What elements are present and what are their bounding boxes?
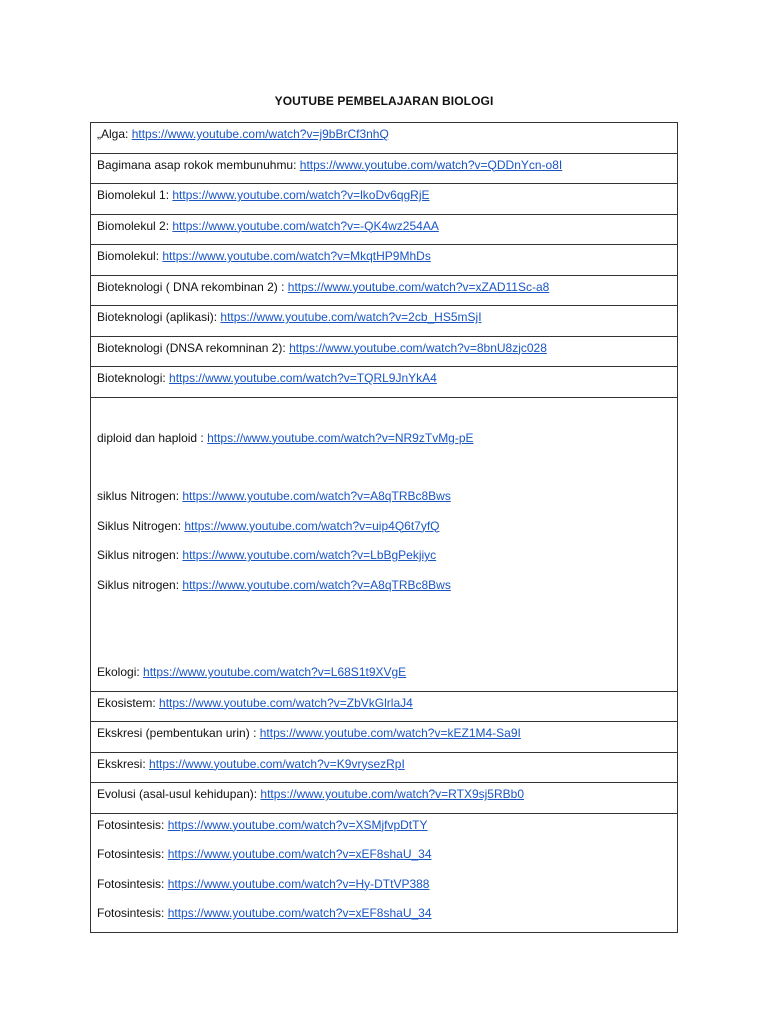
table-row — [91, 752, 677, 783]
entry-label: Fotosintesis: — [97, 876, 168, 891]
list-item — [91, 154, 677, 184]
entry-label: „Alga: — [97, 127, 132, 141]
youtube-link[interactable]: https://www.youtube.com/watch?v=2cb_HS5mSjI — [220, 310, 482, 324]
list-item — [91, 632, 677, 661]
list-item — [91, 843, 677, 873]
list-item — [91, 722, 677, 752]
list-item — [91, 753, 677, 783]
entry-label: Bioteknologi: — [97, 371, 170, 385]
youtube-link[interactable]: https://www.youtube.com/watch?v=A8qTRBc8Bws — [182, 577, 451, 592]
list-item — [91, 515, 677, 545]
table-row — [91, 244, 677, 275]
document-title: YOUTUBE PEMBELAJARAN BIOLOGI — [274, 94, 494, 108]
entry-label: Siklus nitrogen: — [97, 548, 183, 562]
list-item — [91, 814, 677, 844]
list-item — [91, 692, 677, 722]
list-item — [91, 661, 677, 691]
entry-label: Ekskresi (pembentukan urin) : — [97, 726, 260, 740]
entry-label: Siklus Nitrogen: — [97, 518, 185, 533]
list-item — [91, 603, 677, 632]
youtube-link[interactable]: https://www.youtube.com/watch?v=j9bBrCf3nhQ — [131, 127, 389, 141]
table-row — [91, 214, 677, 245]
entry-label: Ekskresi: — [97, 756, 150, 771]
list-item — [91, 123, 677, 153]
list-item — [91, 427, 677, 457]
entry-label: Biomolekul 2: — [97, 218, 173, 233]
youtube-link[interactable]: https://www.youtube.com/watch?v=Hy-DTtVP388 — [167, 876, 430, 891]
list-item — [91, 544, 677, 574]
youtube-link[interactable]: https://www.youtube.com/watch?v=RTX9sj5RBb0 — [260, 787, 524, 801]
list-item — [91, 306, 677, 336]
list-item — [91, 367, 677, 397]
table-row — [91, 721, 677, 752]
list-item — [91, 245, 677, 275]
table-row — [91, 813, 677, 932]
list-item — [91, 485, 677, 515]
youtube-link[interactable]: https://www.youtube.com/watch?v=-QK4wz254AA — [172, 218, 439, 233]
list-item — [91, 902, 677, 932]
list-item — [91, 215, 677, 245]
list-item — [91, 873, 677, 903]
youtube-link[interactable]: https://www.youtube.com/watch?v=NR9zTvMg-pE — [207, 430, 474, 445]
youtube-link[interactable]: https://www.youtube.com/watch?v=QDDnYcn-o8I — [299, 157, 563, 172]
youtube-link[interactable]: https://www.youtube.com/watch?v=TQRL9JnYkA4 — [169, 371, 437, 385]
entry-label: Siklus nitrogen: — [97, 577, 183, 592]
entry-label: Biomolekul: — [97, 249, 163, 263]
table-row — [91, 782, 677, 813]
youtube-link[interactable]: https://www.youtube.com/watch?v=xEF8shaU_34 — [167, 906, 432, 920]
table-row — [91, 183, 677, 214]
entry-label: Evolusi (asal-usul kehidupan): — [97, 787, 261, 801]
list-item — [91, 574, 677, 604]
table-row — [91, 397, 677, 691]
entry-label: Fotosintesis: — [97, 847, 168, 861]
youtube-link[interactable]: https://www.youtube.com/watch?v=XSMjfvpDtTY — [167, 817, 428, 832]
table-row — [91, 123, 677, 153]
entry-label: Fotosintesis: — [97, 817, 168, 832]
table-row — [91, 153, 677, 184]
entry-label: Bioteknologi ( DNA rekombinan 2) : — [97, 279, 288, 294]
table-row — [91, 275, 677, 306]
youtube-link[interactable]: https://www.youtube.com/watch?v=MkqtHP9MhDs — [162, 249, 431, 263]
list-item — [91, 184, 677, 214]
table-row — [91, 366, 677, 397]
entry-label: Bagimana asap rokok membunuhmu: — [97, 157, 300, 172]
entry-label: siklus Nitrogen: — [97, 489, 183, 503]
youtube-link[interactable]: https://www.youtube.com/watch?v=xEF8shaU_34 — [167, 847, 432, 861]
table-row — [91, 691, 677, 722]
entry-label: diploid dan haploid : — [97, 430, 208, 445]
table-row — [91, 336, 677, 367]
youtube-link[interactable]: https://www.youtube.com/watch?v=uip4Q6t7yfQ — [184, 518, 440, 533]
entry-label: Biomolekul 1: — [97, 188, 173, 202]
youtube-link[interactable]: https://www.youtube.com/watch?v=K9vrysezRpI — [149, 756, 405, 771]
entry-label: Bioteknologi (aplikasi): — [97, 310, 221, 324]
list-item — [91, 337, 677, 367]
list-item — [91, 398, 677, 427]
entry-label: Fotosintesis: — [97, 906, 168, 920]
list-item — [91, 276, 677, 306]
youtube-link[interactable]: https://www.youtube.com/watch?v=ZbVkGlrlaJ4 — [159, 695, 413, 710]
links-table — [90, 122, 678, 933]
table-row — [91, 305, 677, 336]
entry-label: Ekosistem: — [97, 695, 160, 710]
youtube-link[interactable]: https://www.youtube.com/watch?v=xZAD11Sc-a8 — [287, 279, 550, 294]
youtube-link[interactable]: https://www.youtube.com/watch?v=lkoDv6qgRjE — [172, 188, 430, 202]
youtube-link[interactable]: https://www.youtube.com/watch?v=kEZ1M4-Sa9I — [259, 726, 521, 740]
youtube-link[interactable]: https://www.youtube.com/watch?v=8bnU8zjc028 — [289, 340, 547, 355]
list-item — [91, 456, 677, 485]
youtube-link[interactable]: https://www.youtube.com/watch?v=A8qTRBc8Bws — [182, 489, 451, 503]
youtube-link[interactable]: https://www.youtube.com/watch?v=LbBgPekjiyc — [182, 548, 437, 562]
entry-label: Ekologi: — [97, 665, 144, 679]
youtube-link[interactable]: https://www.youtube.com/watch?v=L68S1t9XVgE — [143, 665, 407, 679]
list-item — [91, 783, 677, 813]
entry-label: Bioteknologi (DNSA rekomninan 2): — [97, 340, 290, 355]
